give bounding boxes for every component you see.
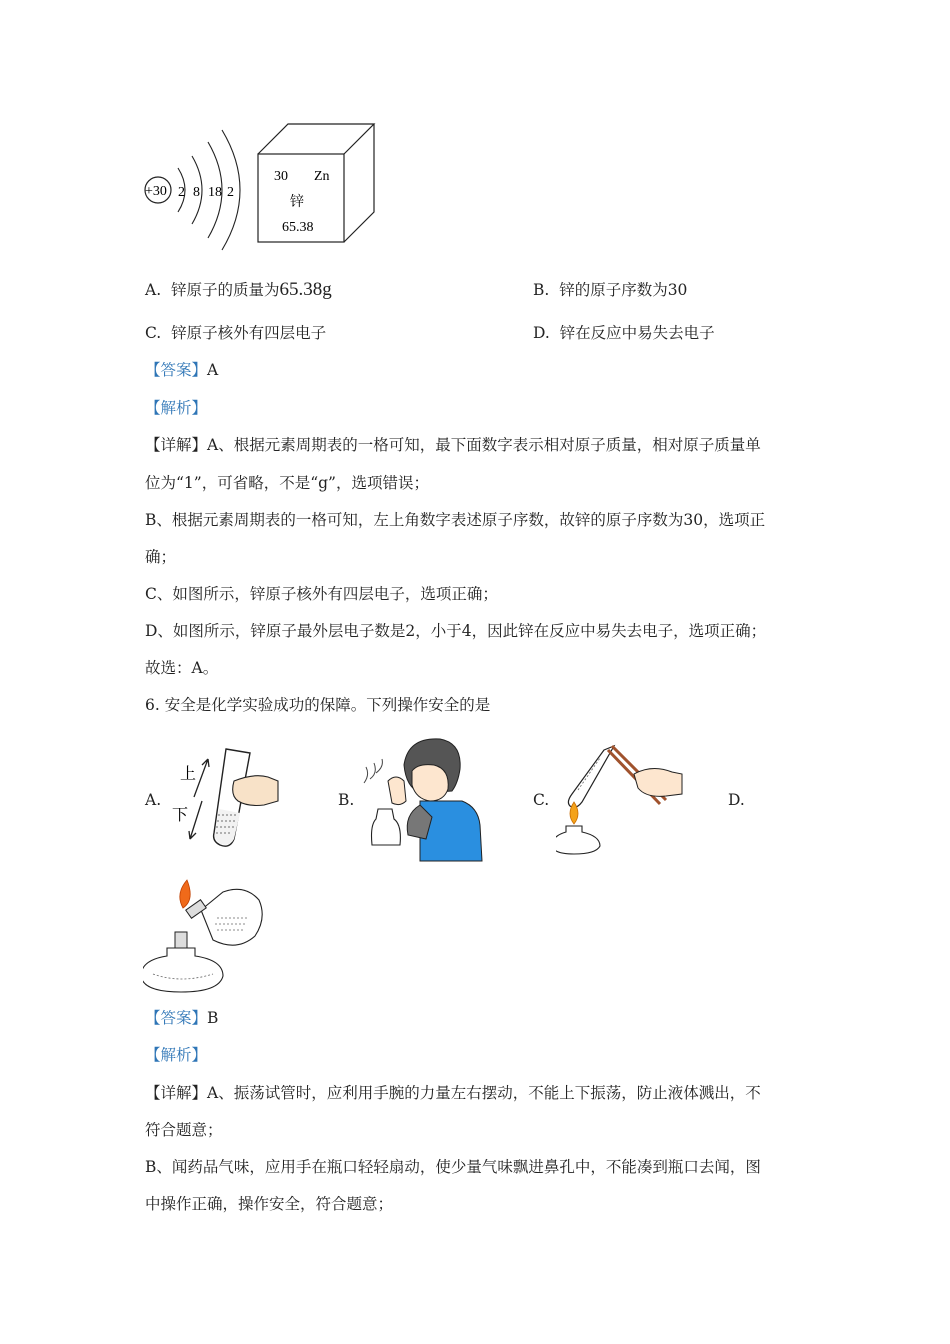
- q6-answer-value: B: [207, 1009, 219, 1027]
- q5-detail-text-1: A、根据元素周期表的一格可知，最下面数字表示相对原子质量，相对原子质量单: [207, 436, 761, 454]
- test-tube-c: [568, 746, 614, 807]
- q6-detail-tag: 【详解】: [145, 1084, 208, 1102]
- q6-letter-b: B.: [338, 791, 355, 809]
- q5-option-a-value: 65.38g: [279, 279, 332, 300]
- up-arrow: [194, 759, 209, 797]
- q6-detail-1: [145, 1082, 761, 1104]
- shell-count-2: 8: [193, 185, 200, 200]
- alcohol-lamp-c: [556, 826, 600, 854]
- face: [412, 765, 448, 801]
- shell-count-4: 2: [227, 185, 234, 200]
- q5-option-c: [145, 322, 326, 344]
- q6-stem: 6. 安全是化学实验成功的保障。下列操作安全的是: [145, 696, 491, 714]
- q5-option-a-text: 锌原子的质量为: [170, 281, 280, 299]
- body-shirt: [420, 801, 482, 861]
- q5-detail-1: [145, 434, 761, 456]
- cell-number: 30: [274, 169, 288, 184]
- cell-mass: 65.38: [282, 220, 314, 235]
- upright-lamp-wick: [175, 932, 187, 948]
- q5-option-a-letter: A.: [145, 281, 162, 299]
- figure-d-lighting-lamp: [143, 878, 269, 998]
- figure-a-up-label: 上: [180, 764, 197, 783]
- q6-detail-text-1: A、振荡试管时，应利用手腕的力量左右摆动，不能上下振荡，防止液体溅出，不: [207, 1084, 761, 1102]
- figure-a-down-label: 下: [172, 805, 189, 824]
- q5-option-d: [533, 322, 715, 344]
- q5-option-a: [145, 279, 332, 301]
- q6-detail-4: 中操作正确，操作安全，符合题意；: [145, 1195, 394, 1213]
- figure-b-smelling: [362, 735, 484, 863]
- test-tube-liquid: [215, 809, 240, 845]
- nucleus-charge: +30: [145, 184, 167, 199]
- q6-detail-2: 符合题意；: [145, 1121, 223, 1139]
- tilted-lamp: [201, 889, 262, 945]
- shell-count-1: 2: [178, 185, 185, 200]
- q5-detail-tag: 【详解】: [145, 436, 208, 454]
- figure-a-test-tube: [168, 745, 283, 850]
- q5-detail-3: B、根据元素周期表的一格可知，左上角数字表述原子序数，故锌的原子序数为30，选项正: [145, 511, 766, 529]
- hand-a: [233, 776, 278, 806]
- q5-detail-4: 确；: [145, 548, 177, 566]
- q5-answer-tag: 【答案】: [145, 361, 208, 379]
- waft-lines: [364, 759, 382, 783]
- q5-option-c-letter: C.: [145, 324, 162, 342]
- bottle: [372, 809, 401, 845]
- cell-symbol: Zn: [314, 169, 330, 184]
- q6-letter-a: A.: [145, 791, 162, 809]
- q5-answer: [145, 359, 218, 381]
- q5-analysis-tag: 【解析】: [145, 399, 208, 417]
- figure-c-heating: [556, 744, 684, 856]
- q6-answer: [145, 1007, 218, 1029]
- q5-answer-value: A: [207, 361, 219, 379]
- q6-detail-3: B、闻药品气味，应用手在瓶口轻轻扇动，使少量气味飘进鼻孔中，不能凑到瓶口去闻，图: [145, 1158, 761, 1176]
- q5-option-d-letter: D.: [533, 324, 550, 342]
- zinc-figure: [140, 118, 390, 258]
- shell-count-3: 18: [208, 185, 222, 200]
- down-arrow: [189, 801, 202, 839]
- q5-detail-2: 位为“1”，可省略，不是“g”，选项错误；: [145, 474, 429, 492]
- q6-answer-tag: 【答案】: [145, 1009, 208, 1027]
- q5-detail-7: 故选：A。: [145, 659, 219, 677]
- flame-d: [180, 880, 190, 908]
- q5-option-b-letter: B.: [533, 281, 550, 299]
- q5-detail-5: C、如图所示，锌原子核外有四层电子，选项正确；: [145, 585, 498, 603]
- q6-analysis-tag: 【解析】: [145, 1046, 208, 1064]
- q6-letter-c: C.: [533, 791, 550, 809]
- cell-side: [344, 124, 374, 242]
- q5-detail-6: D、如图所示，锌原子最外层电子数是2，小于4，因此锌在反应中易失去电子，选项正确；: [145, 622, 767, 640]
- hand-b: [388, 777, 406, 805]
- hand-c: [634, 768, 682, 796]
- cell-name: 锌: [290, 194, 304, 210]
- q6-letter-d: D.: [728, 791, 745, 809]
- q5-option-d-text: 锌在反应中易失去电子: [559, 324, 715, 342]
- cell-top: [258, 124, 374, 154]
- q5-option-b-text: 锌的原子序数为30: [559, 281, 688, 299]
- upright-lamp: [143, 948, 223, 992]
- q5-option-c-text: 锌原子核外有四层电子: [171, 324, 327, 342]
- q5-option-b: [533, 279, 687, 301]
